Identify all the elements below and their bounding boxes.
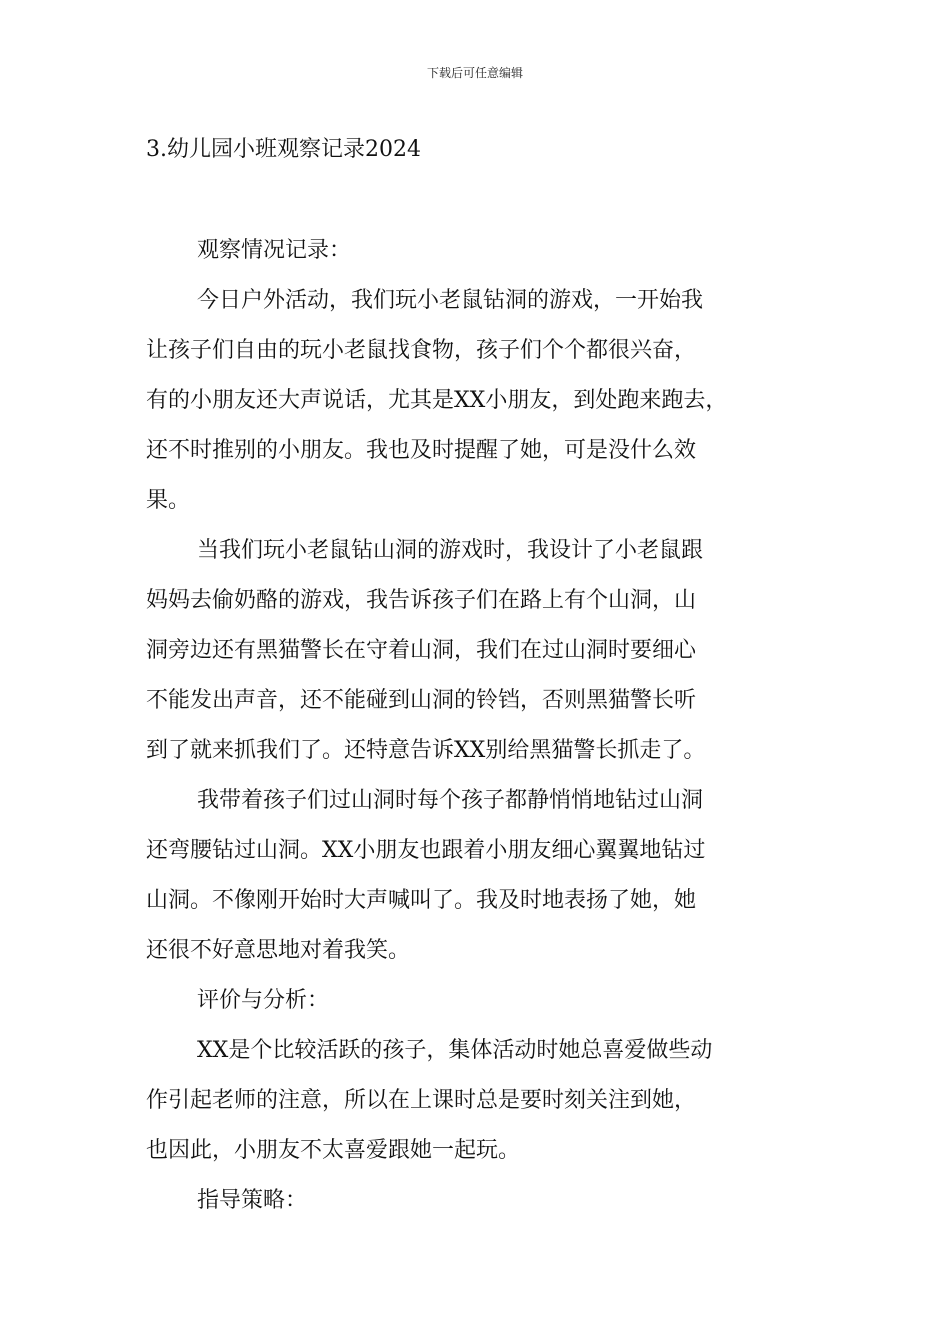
text-line: 也因此，小朋友不太喜爱跟她一起玩。 <box>146 1138 521 1163</box>
text-line: 作引起老师的注意，所以在上课时总是要时刻关注到她， <box>146 1088 697 1113</box>
document-title: 3.幼儿园小班观察记录2024 <box>146 137 421 162</box>
text-line: 当我们玩小老鼠钻山洞的游戏时，我设计了小老鼠跟 <box>197 538 704 563</box>
text-line: 还不时推别的小朋友。我也及时提醒了她，可是没什么效 <box>146 438 697 463</box>
section-heading-observation: 观察情况记录： <box>197 238 352 263</box>
text-line: 让孩子们自由的玩小老鼠找食物，孩子们个个都很兴奋， <box>146 338 697 363</box>
text-line: 还很不好意思地对着我笑。 <box>146 938 411 963</box>
document-body <box>146 226 810 1226</box>
text-line: 果。 <box>146 488 191 513</box>
text-line: 我带着孩子们过山洞时每个孩子都静悄悄地钻过山洞 <box>197 788 704 813</box>
text-line: 妈妈去偷奶酪的游戏，我告诉孩子们在路上有个山洞，山 <box>146 588 697 613</box>
section-heading-strategy: 指导策略： <box>197 1188 308 1213</box>
text-line: 不能发出声音，还不能碰到山洞的铃铛，否则黑猫警长听 <box>146 688 697 713</box>
text-line: 洞旁边还有黑猫警长在守着山洞，我们在过山洞时要细心 <box>146 638 697 663</box>
text-line: XX是个比较活跃的孩子，集体活动时她总喜爱做些动 <box>197 1038 713 1063</box>
text-line: 有的小朋友还大声说话，尤其是XX小朋友，到处跑来跑去， <box>146 388 728 413</box>
text-line: 到了就来抓我们了。还特意告诉XX别给黑猫警长抓走了。 <box>146 738 706 763</box>
text-line: 山洞。不像刚开始时大声喊叫了。我及时地表扬了她，她 <box>146 888 697 913</box>
section-heading-analysis: 评价与分析： <box>197 988 330 1013</box>
text-line: 今日户外活动，我们玩小老鼠钻洞的游戏，一开始我 <box>197 288 704 313</box>
page-header-note: 下载后可任意编辑 <box>426 66 523 80</box>
text-line: 还弯腰钻过山洞。XX小朋友也跟着小朋友细心翼翼地钻过 <box>146 838 706 863</box>
